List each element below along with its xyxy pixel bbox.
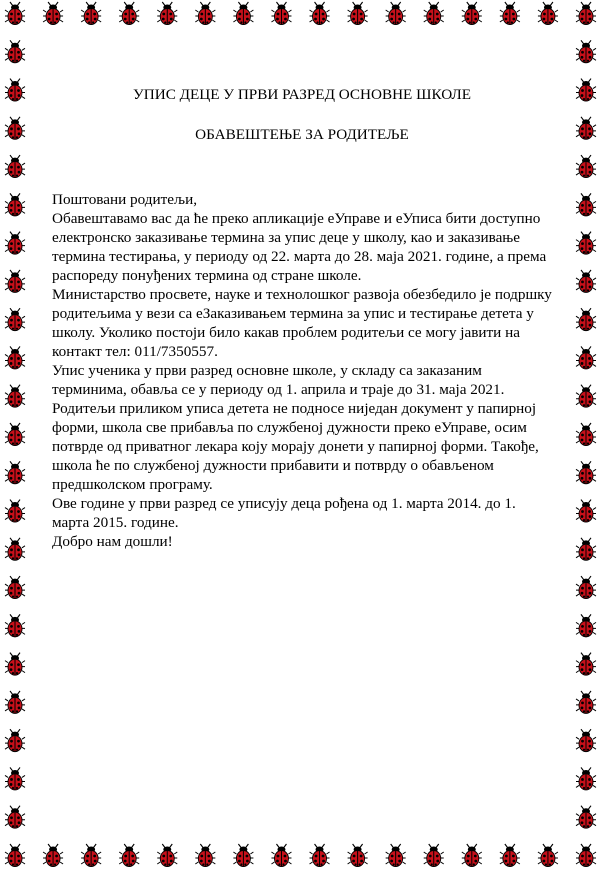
ladybug-icon [271,2,291,25]
ladybug-icon [5,461,25,484]
ladybug-icon [233,2,253,25]
ladybug-icon [5,385,25,408]
ladybug-icon [5,500,25,523]
ladybug-icon [576,653,596,676]
ladybug-icon [462,844,482,867]
paragraph: Упис ученика у први разред основне школе, у складу са заказаним терминима, обавља се у периоду од 1. априла и траје до 31. маја 2021. [52,362,505,398]
ladybug-icon [5,538,25,561]
ladybug-icon [310,844,330,867]
ladybug-icon [5,729,25,752]
ladybug-icon [195,844,215,867]
ladybug-icon [5,232,25,255]
ladybug-icon [576,117,596,140]
ladybug-icon [576,193,596,216]
ladybug-icon [5,117,25,140]
ladybug-icon [538,2,558,25]
ladybug-icon [5,308,25,331]
ladybug-icon [157,2,177,25]
ladybug-icon [5,767,25,790]
ladybug-icon [5,155,25,178]
document-subtitle: ОБАВЕШТЕЊЕ ЗА РОДИТЕЉЕ [195,126,409,143]
ladybug-icon [5,79,25,102]
ladybug-icon [233,844,253,867]
closing: Добро нам дошли! [52,533,173,550]
ladybug-icon [500,2,520,25]
ladybug-icon [81,2,101,25]
ladybug-icon [576,2,596,25]
paragraph: Обавештавамо вас да ће преко апликације еУправе и еУписа бити доступно електронско заказивање термина за упис деце у школу, као и заказивање термина тестирања, у периоду од 22. марта до 28. маја 2021. године, а према распореду понуђених термина од стране школе. [52,210,547,284]
ladybug-icon [157,844,177,867]
ladybug-icon [576,691,596,714]
ladybug-icon [576,155,596,178]
ladybug-icon [386,844,406,867]
ladybug-icon [5,346,25,369]
ladybug-icon [424,844,444,867]
ladybug-icon [576,40,596,63]
ladybug-icon [310,2,330,25]
ladybug-icon [271,844,291,867]
ladybug-icon [5,2,25,25]
ladybug-icon [576,806,596,829]
ladybug-icon [5,614,25,637]
ladybug-icon [424,2,444,25]
ladybug-icon [81,844,101,867]
ladybug-icon [576,767,596,790]
ladybug-icon [195,2,215,25]
ladybug-icon [576,79,596,102]
ladybug-icon [5,576,25,599]
paragraph: Родитељи приликом уписа детета не подносе ниједан документ у папирној форми, школа све прибавља по службеној дужности преко еУправе, осим потврде од приватног лекара коју морају донети у папирној форми. Такође, школа ће по службеној дужности прибавити и потврду о обављеном предшколском програму. [52,400,539,493]
ladybug-icon [576,385,596,408]
ladybug-icon [5,270,25,293]
ladybug-icon [576,500,596,523]
ladybug-icon [5,423,25,446]
ladybug-icon [576,729,596,752]
ladybug-icon [500,844,520,867]
ladybug-icon [5,844,25,867]
ladybug-icon [576,538,596,561]
ladybug-icon [348,2,368,25]
ladybug-icon [5,806,25,829]
ladybug-icon [386,2,406,25]
ladybug-icon [576,844,596,867]
ladybug-icon [538,844,558,867]
ladybug-icon [576,614,596,637]
ladybug-icon [119,2,139,25]
ladybug-icon [576,232,596,255]
ladybug-icon [5,193,25,216]
ladybug-icon [576,270,596,293]
ladybug-icon [5,653,25,676]
ladybug-icon [576,308,596,331]
ladybug-icon [5,40,25,63]
ladybug-icon [348,844,368,867]
ladybug-icon [462,2,482,25]
ladybug-icon [576,346,596,369]
ladybug-icon [119,844,139,867]
document-title: УПИС ДЕЦЕ У ПРВИ РАЗРЕД ОСНОВНЕ ШКОЛЕ [133,86,471,103]
greeting: Поштовани родитељи, [52,191,197,208]
document-body [52,190,552,551]
paragraph: Министарство просвете, науке и технолошког развоја обезбедило је подршку родитељима у вези са еЗаказивањем термина за упис и тестирање детета у школу. Уколико постоји било какав проблем родитељи се могу јавити на контакт тел: 011/7350557. [52,286,552,360]
ladybug-icon [5,691,25,714]
paragraph: Ове године у први разред се уписују деца рођена од 1. марта 2014. до 1. марта 2015. године. [52,495,516,531]
ladybug-icon [576,576,596,599]
ladybug-icon [576,461,596,484]
ladybug-icon [43,844,63,867]
ladybug-icon [576,423,596,446]
ladybug-icon [43,2,63,25]
